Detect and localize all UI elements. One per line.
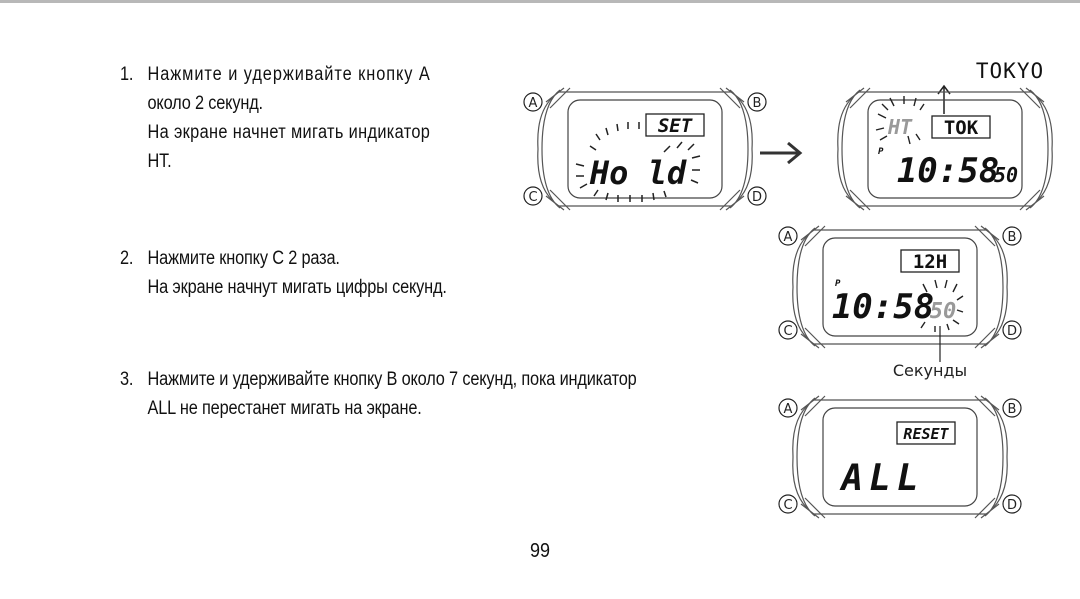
seconds-caption: Секунды <box>892 361 968 380</box>
step-line: ALL не перестанет мигать на экране. <box>147 398 422 419</box>
step-line: HT. <box>147 151 172 172</box>
lcd-main: Ho ld <box>589 154 687 192</box>
button-b-label: B <box>1007 230 1017 245</box>
pm-indicator: P <box>835 279 841 289</box>
step-line: Нажмите кнопку C 2 раза. <box>147 248 340 269</box>
lcd-seconds: 50 <box>993 163 1019 187</box>
watch-figure-reset <box>775 394 1025 522</box>
button-d-label: D <box>751 190 763 205</box>
button-a-label: A <box>528 96 538 111</box>
lcd-time: 10:58 <box>831 287 935 327</box>
button-a <box>524 93 542 111</box>
button-d-label: D <box>1006 498 1018 513</box>
watch-figure-tokyo <box>798 58 1073 214</box>
step-line: около 2 секунд. <box>147 93 263 114</box>
lcd-seconds: 50 <box>929 299 957 324</box>
button-c-label: C <box>528 190 538 205</box>
button-c <box>779 495 797 513</box>
button-b-label: B <box>752 96 762 111</box>
button-d-label: D <box>1006 324 1018 339</box>
step-line: Нажмите и удерживайте кнопку A <box>147 64 431 85</box>
lcd-time: 10:58 <box>896 151 1000 191</box>
button-b <box>1003 227 1021 245</box>
lcd-top-indicator: 12H <box>912 251 948 273</box>
step-text <box>148 365 637 423</box>
step-number: 2. <box>120 248 134 269</box>
lcd-main: ALL <box>841 458 925 499</box>
step-number: 3. <box>120 369 134 390</box>
lcd-city-code: TOK <box>943 117 979 139</box>
button-a <box>779 227 797 245</box>
button-c-label: C <box>783 498 793 513</box>
button-d <box>1003 321 1021 339</box>
step-number: 1. <box>120 64 134 85</box>
lcd-top-indicator: SET <box>657 115 693 137</box>
step-line: Нажмите и удерживайте кнопку B около 7 секунд, пока индикатор <box>147 369 637 390</box>
step-line: На экране начнут мигать цифры секунд. <box>147 277 447 298</box>
button-c <box>779 321 797 339</box>
page-number: 99 <box>529 540 551 562</box>
button-b-label: B <box>1007 402 1017 417</box>
lcd-top-indicator: RESET <box>903 425 949 443</box>
watch-figure-hold <box>520 84 770 214</box>
button-a-label: A <box>783 402 793 417</box>
button-c <box>524 187 542 205</box>
lcd-indicator: HT <box>887 115 913 139</box>
button-b <box>748 93 766 111</box>
button-d <box>748 187 766 205</box>
button-a <box>779 399 797 417</box>
step-text <box>148 60 431 176</box>
top-rule <box>0 0 1080 3</box>
button-b <box>1003 399 1021 417</box>
city-label: TOKYO <box>975 59 1045 83</box>
step-text <box>148 244 447 302</box>
button-c-label: C <box>783 324 793 339</box>
step-line: На экране начнет мигать индикатор <box>147 122 431 143</box>
button-a-label: A <box>783 230 793 245</box>
watch-figure-seconds <box>770 222 1030 382</box>
pm-indicator: P <box>878 147 884 157</box>
button-d <box>1003 495 1021 513</box>
